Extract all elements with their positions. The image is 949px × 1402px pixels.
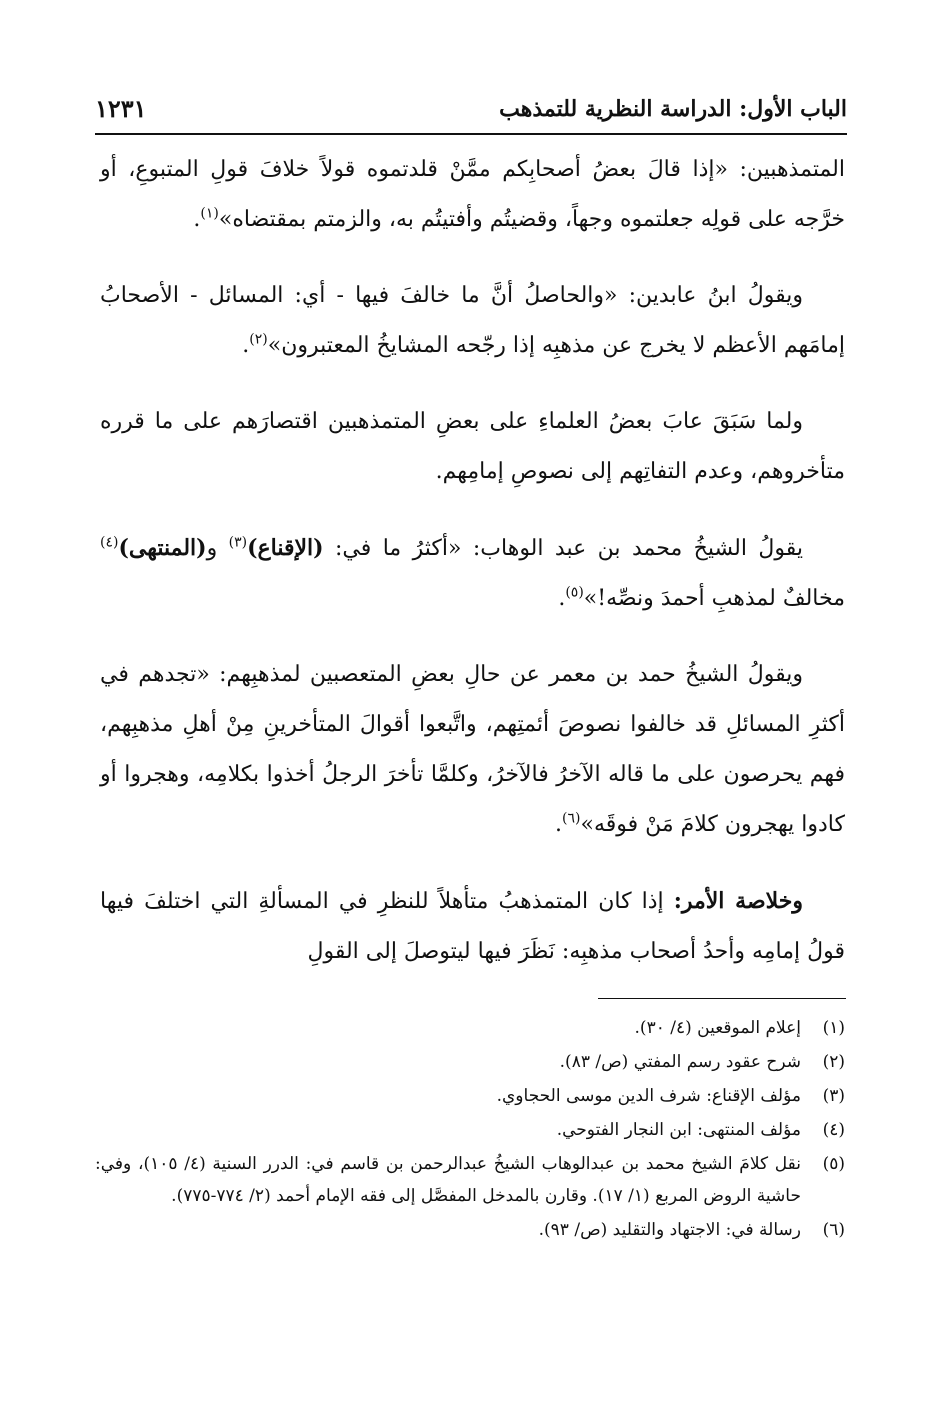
footnote-text: مؤلف المنتهى: ابن النجار الفتوحي. [556,1120,801,1140]
footnote [95,1012,845,1044]
paragraph-2: ويقولُ ابنُ عابدين: «والحاصلُ أنَّ ما خالفَ فيها - أي: المسائل - الأصحابُ إمامَهم الأعظم لا يخرج عن مذهبِه إذا رجّحه المشايخُ المعتبرون»$^{(٢)}$. [100,283,845,358]
footnote [95,1214,845,1246]
footnote-number: (٢) [822,1052,845,1072]
running-title: الباب الأول: الدراسة النظرية للتمذهب [499,96,847,122]
main-text [100,145,845,1003]
footnote-number: (١) [822,1018,845,1038]
footnote-number: (٤) [822,1120,845,1140]
footnote-ref: (٣) [228,534,248,551]
footnote-ref: (١) [200,205,219,222]
footnote [95,1080,845,1112]
footnote-text: نقل كلامَ الشيخ محمد بن عبدالوهاب الشيخُ عبدالرحمن بن قاسم في: الدرر السنية (٤/ ١٠٥)، وفي: حاشية الروض المربع (١/ ١٧). وقارن بالمدخل المفصَّل إلى فقه الإمام أحمد (٢/ ٧٧٤-٧٧٥). [95,1154,801,1206]
book-title-muntaha: (المنتهى) [118,535,207,561]
book-title-iqna: (الإقناع) [247,535,324,561]
footnote-separator [598,998,846,999]
page-number: ١٢٣١ [95,94,147,123]
footnote-text: رسالة في: الاجتهاد والتقليد (ص/ ٩٣). [538,1220,801,1240]
paragraph-1: المتمذهبين: «إذا قالَ بعضُ أصحابِكم ممَّنْ قلدتموه قولاً خلافَ قولِ المتبوعِ، أو خرَّجه على قولِه جعلتموه وجهاً، وقضيتُم وأفتيتُم به، والزمتم بمقتضاه»$^{(١)}$. [100,157,845,232]
footnote [95,1046,845,1078]
paragraph-3 [100,397,845,497]
footnote-ref: (٢) [249,331,268,348]
paragraph-text: المتمذهبين: «إذا قالَ بعضُ أصحابِكم ممَّنْ قلدتموه قولاً خلافَ قولِ المتبوعِ، أو خرَّجه على قولِه جعلتموه وجهاً، وقضيتُم وأفتيتُم به، والزمتم بمقتضاه» [100,157,845,232]
footnote-number: (٦) [822,1220,845,1240]
paragraph-text: ولما سَبَقَ عابَ بعضُ العلماءِ على بعضِ المتمذهبين اقتصارَهم على ما قرره متأخروهم، وعدم التفاتِهم إلى نصوصِ إمامِهم. [100,409,845,484]
header-rule [95,133,847,135]
paragraph-text: ويقولُ الشيخُ حمد بن معمر عن حالِ بعضِ المتعصبين لمذهبِهم: «تجدهم في أكثرِ المسائلِ قد خالفوا نصوصَ أئمتِهم، واتَّبعوا أقوالَ المتأخرينِ مِنْ أهلِ مذهبِهم، فهم يحرصون على ما قاله الآخرُ فالآخرُ، وكلمَّا تأخرَ الرجلُ أخذوا بكلامِه، وهجروا أو كادوا يهجرون كلامَ مَنْ فوقَه» [100,662,845,837]
paragraph-6 [100,876,845,977]
footnote-number: (٣) [822,1086,845,1106]
footnote-ref: (٤) [100,534,119,551]
page-header [95,90,847,130]
footnotes [95,1012,845,1248]
paragraph-text: مخالفٌ لمذهبِ أحمدَ ونصِّه!» [583,586,845,611]
paragraph-text: و [206,536,229,561]
paragraph-5: ويقولُ الشيخُ حمد بن معمر عن حالِ بعضِ المتعصبين لمذهبِهم: «تجدهم في أكثرِ المسائلِ قد خالفوا نصوصَ أئمتِهم، واتَّبعوا أقوالَ المتأخرينِ مِنْ أهلِ مذهبِهم، فهم يحرصون على ما قاله الآخرُ فالآخرُ، وكلمَّا تأخرَ الرجلُ أخذوا بكلامِه، وهجروا أو كادوا يهجرون كلامَ مَنْ فوقَه»$^{(٦)}$. [100,662,845,837]
paragraph-text: يقولُ الشيخُ محمد بن عبد الوهاب: «أكثرُ ما في: [323,536,803,561]
footnote-ref: (٥) [565,584,584,601]
footnote-text: مؤلف الإقناع: شرف الدين موسى الحجاوي. [496,1086,801,1106]
paragraph-text: ويقولُ ابنُ عابدين: «والحاصلُ أنَّ ما خالفَ فيها - أي: المسائل - الأصحابُ إمامَهم الأعظم لا يخرج عن مذهبِه إذا رجّحه المشايخُ المعتبرون» [100,283,845,358]
footnote [95,1114,845,1146]
footnote-ref: (٦) [562,810,581,827]
conclusion-label: وخلاصة الأمر: [673,888,803,914]
paragraph-text: إذا كان المتمذهبُ متأهلاً للنظرِ في المسألةِ التي اختلفَ فيها قولُ إمامِه وأحدُ أصحاب مذهبِه: نَظَرَ فيها ليتوصلَ إلى القولِ [100,889,845,964]
footnote-text: شرح عقود رسم المفتي (ص/ ٨٣). [559,1052,801,1072]
footnote-text: إعلام الموقعين (٤/ ٣٠). [634,1018,801,1038]
footnote [95,1148,845,1212]
paragraph-4: يقولُ الشيخُ محمد بن عبد الوهاب: «أكثرُ ما في: (الإقناع)$^{(٣)}$ و(المنتهى)$^{(٤)}$ مخالفٌ لمذهبِ أحمدَ ونصِّه!»$^{(٥)}$. [100,534,845,611]
footnote-number: (٥) [822,1154,845,1174]
